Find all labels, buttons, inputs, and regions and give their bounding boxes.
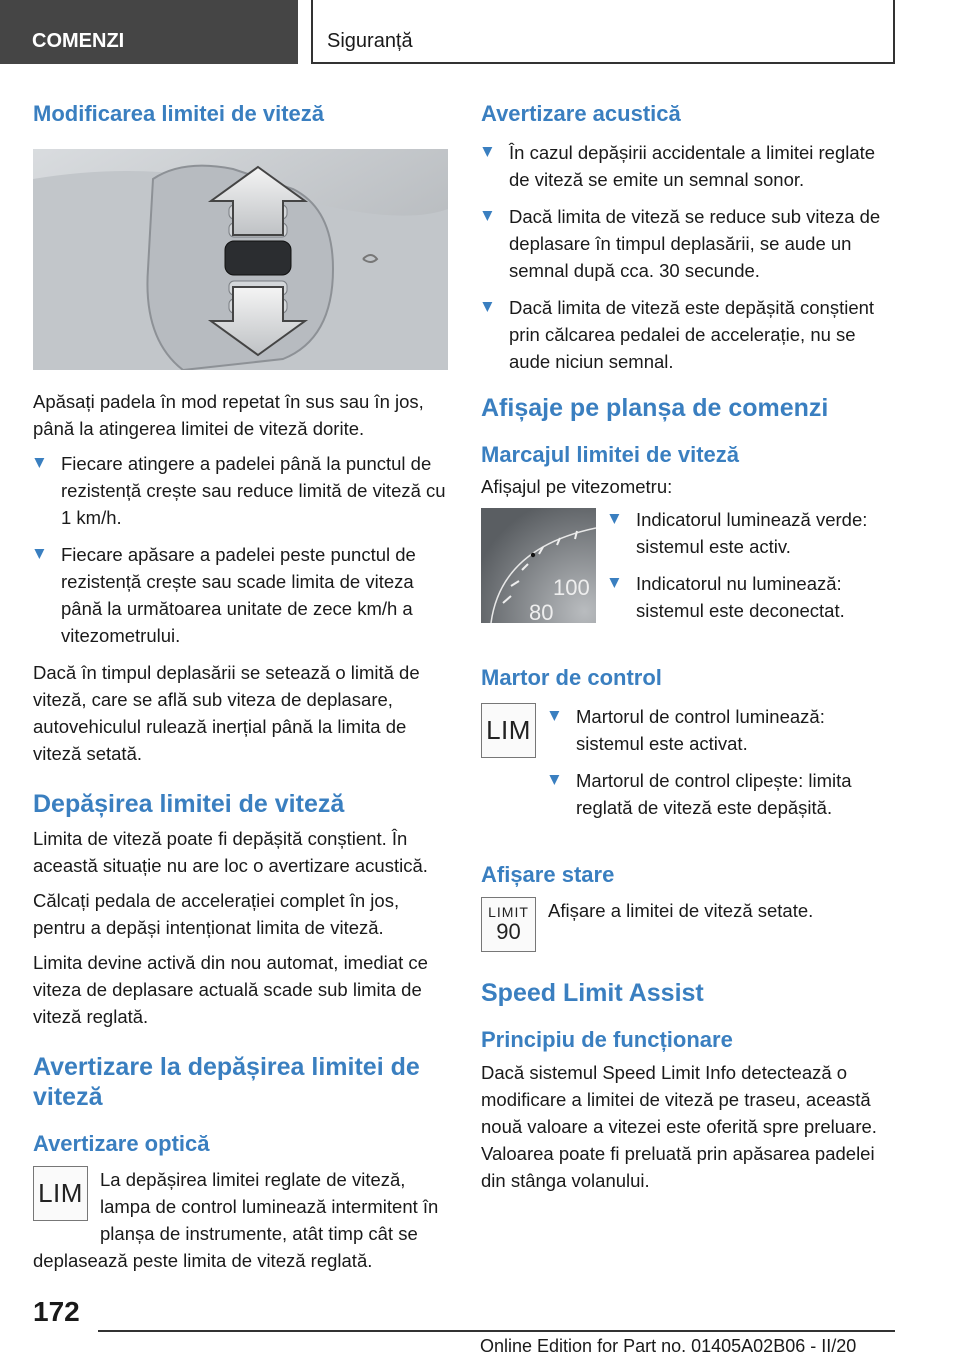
list-item: ▶ Dacă limita de viteză este depășită conștient prin călcarea pedalei de accelerație, nu se aude niciun semnal. bbox=[481, 296, 875, 372]
marker-intro: Afișajul pe vitezometru: bbox=[481, 476, 673, 498]
control-light-bullets bbox=[548, 703, 891, 831]
adjust-bullets bbox=[33, 450, 448, 649]
heading-principle: Principiu de funcționare bbox=[481, 1027, 733, 1053]
principle-text: Dacă sistemul Speed Limit Info detectează o modificare a limitei de viteză pe traseu, această nouă valoare a vitezei este oferită spre preluare. Valoarea poate fi preluată prin apăsarea padelei din stânga volanului. bbox=[481, 1061, 877, 1191]
lim-indicator-icon: LIM bbox=[481, 703, 536, 758]
heading-warning: Avertizare la depășirea limitei de viteză bbox=[33, 1052, 420, 1111]
optic-warning-text: La depășirea limitei reglate de viteză, lampa de control luminează intermitent în planșa de instrumente, atât timp cât se bbox=[100, 1169, 439, 1245]
heading-acoustic-warning: Avertizare acustică bbox=[481, 101, 681, 126]
marker-bullets bbox=[608, 506, 891, 634]
triangle-bullet-icon: ▶ bbox=[608, 514, 623, 525]
heading-exceed: Depășirea limitei de viteză bbox=[33, 789, 345, 818]
heading-speed-limit-change: Modificarea limitei de viteză bbox=[33, 101, 324, 126]
triangle-bullet-icon: ▶ bbox=[33, 548, 48, 559]
coast-paragraph: Dacă în timpul deplasării se setează o limită de viteză, care se află sub viteza de deplasare, autovehiculul rulează inerțial până la limita de viteză setată. bbox=[33, 661, 420, 764]
speedometer-figure bbox=[481, 508, 596, 623]
list-item: ▶ Dacă limita de viteză se reduce sub viteza de deplasare în timpul deplasării, se aude un semnal după cca. 30 secunde. bbox=[481, 205, 881, 281]
left-column bbox=[33, 100, 448, 1282]
list-item: ▶ Indicatorul luminează verde: sistemul este activ. bbox=[608, 509, 868, 558]
list-item: ▶ Martorul de control clipește: limita reglată de viteză este depășită. bbox=[548, 769, 852, 818]
heading-speed-limit-assist: Speed Limit Assist bbox=[481, 979, 704, 1008]
triangle-bullet-icon: ▶ bbox=[481, 146, 496, 157]
control-light-row bbox=[481, 703, 891, 839]
chapter-tab: COMENZI bbox=[0, 0, 298, 64]
triangle-bullet-icon: ▶ bbox=[481, 210, 496, 221]
footer-divider bbox=[98, 1330, 895, 1332]
triangle-bullet-icon: ▶ bbox=[481, 301, 496, 312]
list-item: ▶ Fiecare atingere a padelei până la punctul de rezistență crește sau reduce limită de viteză cu 1 km/h. bbox=[33, 452, 446, 528]
exceed-paragraph-3: Limita devine activă din nou automat, imediat ce viteza de deplasare actuală scade sub limita de viteză reglată. bbox=[33, 951, 428, 1027]
heading-optic-warning: Avertizare optică bbox=[33, 1130, 210, 1156]
triangle-bullet-icon: ▶ bbox=[33, 457, 48, 468]
heading-marker: Marcajul limitei de viteză bbox=[481, 441, 739, 467]
lim-indicator-icon: LIM bbox=[33, 1166, 88, 1221]
section-title: Siguranță bbox=[311, 0, 895, 64]
right-column bbox=[481, 100, 891, 1202]
optic-warning-row bbox=[33, 1166, 448, 1247]
steering-wheel-figure bbox=[33, 149, 448, 370]
list-item: ▶ Indicatorul nu luminează: sistemul este deconectat. bbox=[608, 573, 845, 622]
status-row bbox=[481, 897, 891, 952]
speedo-tick-80: 80 bbox=[529, 600, 554, 624]
footer-edition bbox=[480, 1336, 856, 1357]
list-item: ▶ Martorul de control luminează: sistemul este activat. bbox=[548, 705, 825, 754]
intro-paragraph: Apăsați padela în mod repetat în sus sau în jos, până la atingerea limitei de viteză dorite. bbox=[33, 390, 424, 439]
list-item: ▶ În cazul depășirii accidentale a limitei reglate de viteză se emite un semnal sonor. bbox=[481, 141, 876, 190]
triangle-bullet-icon: ▶ bbox=[548, 774, 563, 785]
heading-control-light: Martor de control bbox=[481, 665, 662, 691]
exceed-paragraph-2: Călcați pedala de accelerației complet în jos, pentru a depăși intenționat limita de viteză. bbox=[33, 889, 400, 938]
list-item: ▶ Fiecare apăsare a padelei peste punctul de rezistență crește sau scade limita de viteza până la următoarea unitate de zece km/h a vitezometrului. bbox=[33, 543, 416, 646]
exceed-paragraph-1: Limita de viteză poate fi depășită conștient. În această situație nu are loc o avertizare acustică. bbox=[33, 827, 428, 876]
speedo-tick-100: 100 bbox=[553, 575, 590, 601]
speedometer-row bbox=[481, 508, 891, 642]
triangle-bullet-icon: ▶ bbox=[548, 710, 563, 721]
acoustic-bullets bbox=[481, 139, 891, 375]
edition-text: Online Edition for Part no. 01405A02B06 - II/20 bbox=[480, 1336, 857, 1356]
page-number: 172 bbox=[33, 1296, 80, 1327]
status-text: Afișare a limitei de viteză setate. bbox=[548, 900, 814, 922]
heading-displays: Afișaje pe planșa de comenzi bbox=[481, 393, 829, 422]
heading-status-display: Afișare stare bbox=[481, 861, 615, 887]
triangle-bullet-icon: ▶ bbox=[608, 578, 623, 589]
optic-warning-text-cont: deplasează peste limita de viteză reglată. bbox=[33, 1250, 373, 1272]
limit-90-icon: LIMIT 90 bbox=[481, 897, 536, 952]
